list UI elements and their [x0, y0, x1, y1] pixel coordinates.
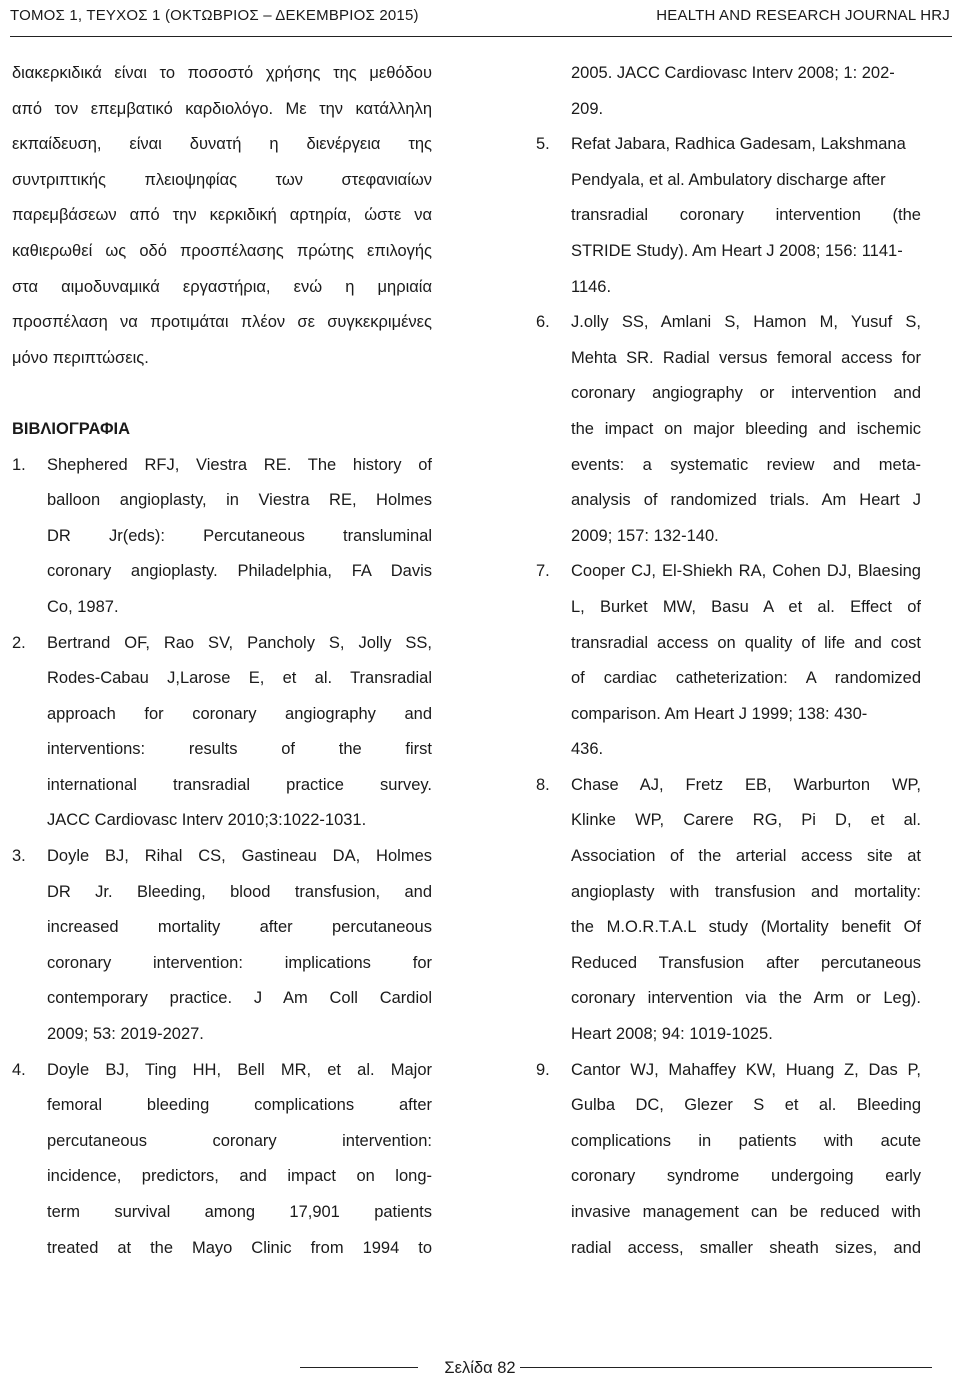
reference-1	[12, 448, 432, 626]
reference-number: 4.	[12, 1060, 26, 1079]
reference-line: term survival among 17,901 patients	[47, 1203, 432, 1221]
reference-line: percutaneous coronary intervention:	[47, 1131, 432, 1150]
reference-7	[536, 554, 921, 768]
reference-3	[12, 839, 432, 1053]
reference-line: 436.	[571, 740, 604, 759]
reference-line: Shephered RFJ, Viestra RE. The history of	[47, 455, 432, 474]
reference-line: angioplasty with transfusion and mortality:	[571, 882, 921, 901]
reference-line: 2005. JACC Cardiovasc Interv 2008; 1: 202-	[571, 64, 895, 82]
page-footer	[0, 1354, 960, 1382]
reference-line: contemporary practice. J Am Coll Cardiol	[47, 989, 432, 1008]
reference-line: coronary angiography or intervention and	[571, 384, 921, 403]
reference-9	[536, 1053, 921, 1267]
reference-line: DR Jr(eds): Percutaneous transluminal	[47, 526, 432, 545]
reference-line: interventions: results of the first	[47, 740, 432, 759]
reference-line: coronary intervention: implications for	[47, 953, 432, 972]
spacer	[12, 376, 432, 412]
reference-number: 8.	[536, 775, 550, 794]
text-line: προσπέλαση να προτιμάται πλέον σε συγκεκριμένες	[12, 313, 432, 332]
reference-6	[536, 305, 921, 554]
reference-line: events: a systematic review and meta-	[571, 455, 921, 474]
reference-number: 1.	[12, 455, 26, 474]
reference-line: Reduced Transfusion after percutaneous	[571, 953, 921, 972]
text-line: μόνο περιπτώσεις.	[12, 348, 149, 367]
reference-line: transradial access on quality of life and cost	[571, 633, 921, 652]
reference-line: incidence, predictors, and impact on long-	[47, 1167, 432, 1186]
reference-line: treated at the Mayo Clinic from 1994 to	[47, 1238, 432, 1257]
reference-line: Doyle BJ, Rihal CS, Gastineau DA, Holmes	[47, 847, 432, 866]
reference-number: 9.	[536, 1060, 550, 1079]
running-header	[10, 0, 950, 30]
reference-line: 209.	[571, 99, 604, 118]
reference-line: coronary syndrome undergoing early	[571, 1167, 921, 1186]
reference-line: comparison. Am Heart J 1999; 138: 430-	[571, 704, 868, 723]
reference-line: increased mortality after percutaneous	[47, 918, 432, 937]
reference-line: Cooper CJ, El-Shiekh RA, Cohen DJ, Blaesing	[571, 562, 921, 581]
reference-line: balloon angioplasty, in Viestra RE, Holmes	[47, 491, 432, 510]
text-line: καθιερωθεί ως οδό προσπέλασης πρώτης επιλογής	[12, 241, 432, 260]
reference-line: coronary intervention via the Arm or Leg).	[571, 989, 921, 1008]
footer-rule-left	[300, 1367, 418, 1368]
left-column	[12, 56, 432, 1266]
reference-line: 2009; 157: 132-140.	[571, 526, 719, 545]
text-line: συντριπτικής πλειοψηφίας των στεφανιαίων	[12, 170, 432, 189]
footer-rule-right	[514, 1367, 932, 1368]
reference-4	[12, 1053, 432, 1267]
reference-number: 2.	[12, 633, 26, 652]
reference-line: approach for coronary angiography and	[47, 704, 432, 723]
reference-line: Refat Jabara, Radhica Gadesam, Lakshmana	[571, 135, 906, 154]
reference-number: 7.	[536, 562, 550, 581]
reference-line: Doyle BJ, Ting HH, Bell MR, et al. Major	[47, 1060, 432, 1079]
header-journal-title: HEALTH AND RESEARCH JOURNAL HRJ	[656, 6, 950, 24]
reference-line: Gulba DC, Glezer S et al. Bleeding	[571, 1096, 921, 1115]
reference-line: 1146.	[571, 277, 612, 296]
reference-line: femoral bleeding complications after	[47, 1096, 432, 1115]
reference-line: analysis of randomized trials. Am Heart J	[571, 491, 921, 510]
reference-line: Mehta SR. Radial versus femoral access for	[571, 348, 921, 367]
header-rule	[10, 36, 952, 37]
reference-5	[536, 127, 921, 305]
reference-8	[536, 768, 921, 1053]
reference-line: JACC Cardiovasc Interv 2010;3:1022-1031.	[47, 811, 367, 830]
reference-line: of cardiac catheterization: A randomized	[571, 669, 921, 688]
reference-continuation	[536, 56, 921, 127]
reference-number: 3.	[12, 847, 26, 866]
reference-line: complications in patients with acute	[571, 1131, 921, 1150]
reference-line: Rodes-Cabau J,Larose E, et al. Transradial	[47, 669, 432, 688]
right-column	[536, 56, 921, 1266]
header-volume-issue: ΤΟΜΟΣ 1, ΤΕΥΧΟΣ 1 (ΟΚΤΩΒΡΙΟΣ – ΔΕΚΕΜΒΡΙΟΣ 2015)	[10, 6, 419, 24]
reference-line: Chase AJ, Fretz EB, Warburton WP,	[571, 775, 921, 794]
reference-line: transradial coronary intervention (the	[571, 206, 921, 225]
reference-line: invasive management can be reduced with	[571, 1203, 921, 1221]
reference-line: the impact on major bleeding and ischemic	[571, 419, 921, 438]
text-line: από τον επεμβατικό καρδιολόγο. Με την κατάλληλη	[12, 99, 432, 118]
reference-line: J.olly SS, Amlani S, Hamon M, Yusuf S,	[571, 313, 921, 332]
reference-line: the M.O.R.T.A.L study (Mortality benefit Of	[571, 918, 921, 937]
reference-line: 2009; 53: 2019-2027.	[47, 1025, 204, 1044]
reference-line: DR Jr. Bleeding, blood transfusion, and	[47, 882, 432, 901]
page-number: Σελίδα 82	[440, 1359, 519, 1378]
reference-line: STRIDE Study). Am Heart J 2008; 156: 1141-	[571, 241, 903, 260]
body-paragraph	[12, 56, 432, 376]
reference-line: international transradial practice survey.	[47, 775, 432, 794]
text-line: διακερκιδικά είναι το ποσοστό χρήσης της μεθόδου	[12, 64, 432, 82]
reference-2	[12, 626, 432, 840]
reference-line: radial access, smaller sheath sizes, and	[571, 1238, 921, 1257]
reference-line: L, Burket MW, Basu A et al. Effect of	[571, 597, 921, 616]
text-line: παρεμβάσεων από την κερκιδική αρτηρία, ώστε να	[12, 206, 432, 225]
reference-number: 5.	[536, 135, 550, 154]
reference-line: Cantor WJ, Mahaffey KW, Huang Z, Das P,	[571, 1060, 921, 1079]
reference-line: coronary angioplasty. Philadelphia, FA Davis	[47, 562, 432, 581]
reference-line: Klinke WP, Carere RG, Pi D, et al.	[571, 811, 921, 830]
reference-line: Association of the arterial access site at	[571, 847, 921, 866]
reference-line: Co, 1987.	[47, 597, 119, 616]
reference-line: Heart 2008; 94: 1019-1025.	[571, 1025, 773, 1044]
reference-line: Bertrand OF, Rao SV, Pancholy S, Jolly SS,	[47, 633, 432, 652]
text-line: στα αιμοδυναμικά εργαστήρια, ενώ η μηριαία	[12, 277, 432, 296]
reference-line: Pendyala, et al. Ambulatory discharge after	[571, 170, 886, 189]
text-line: εκπαίδευση, είναι δυνατή η διενέργεια της	[12, 135, 432, 154]
reference-number: 6.	[536, 313, 550, 332]
bibliography-heading: ΒΙΒΛΙΟΓΡΑΦΙΑ	[12, 419, 131, 438]
